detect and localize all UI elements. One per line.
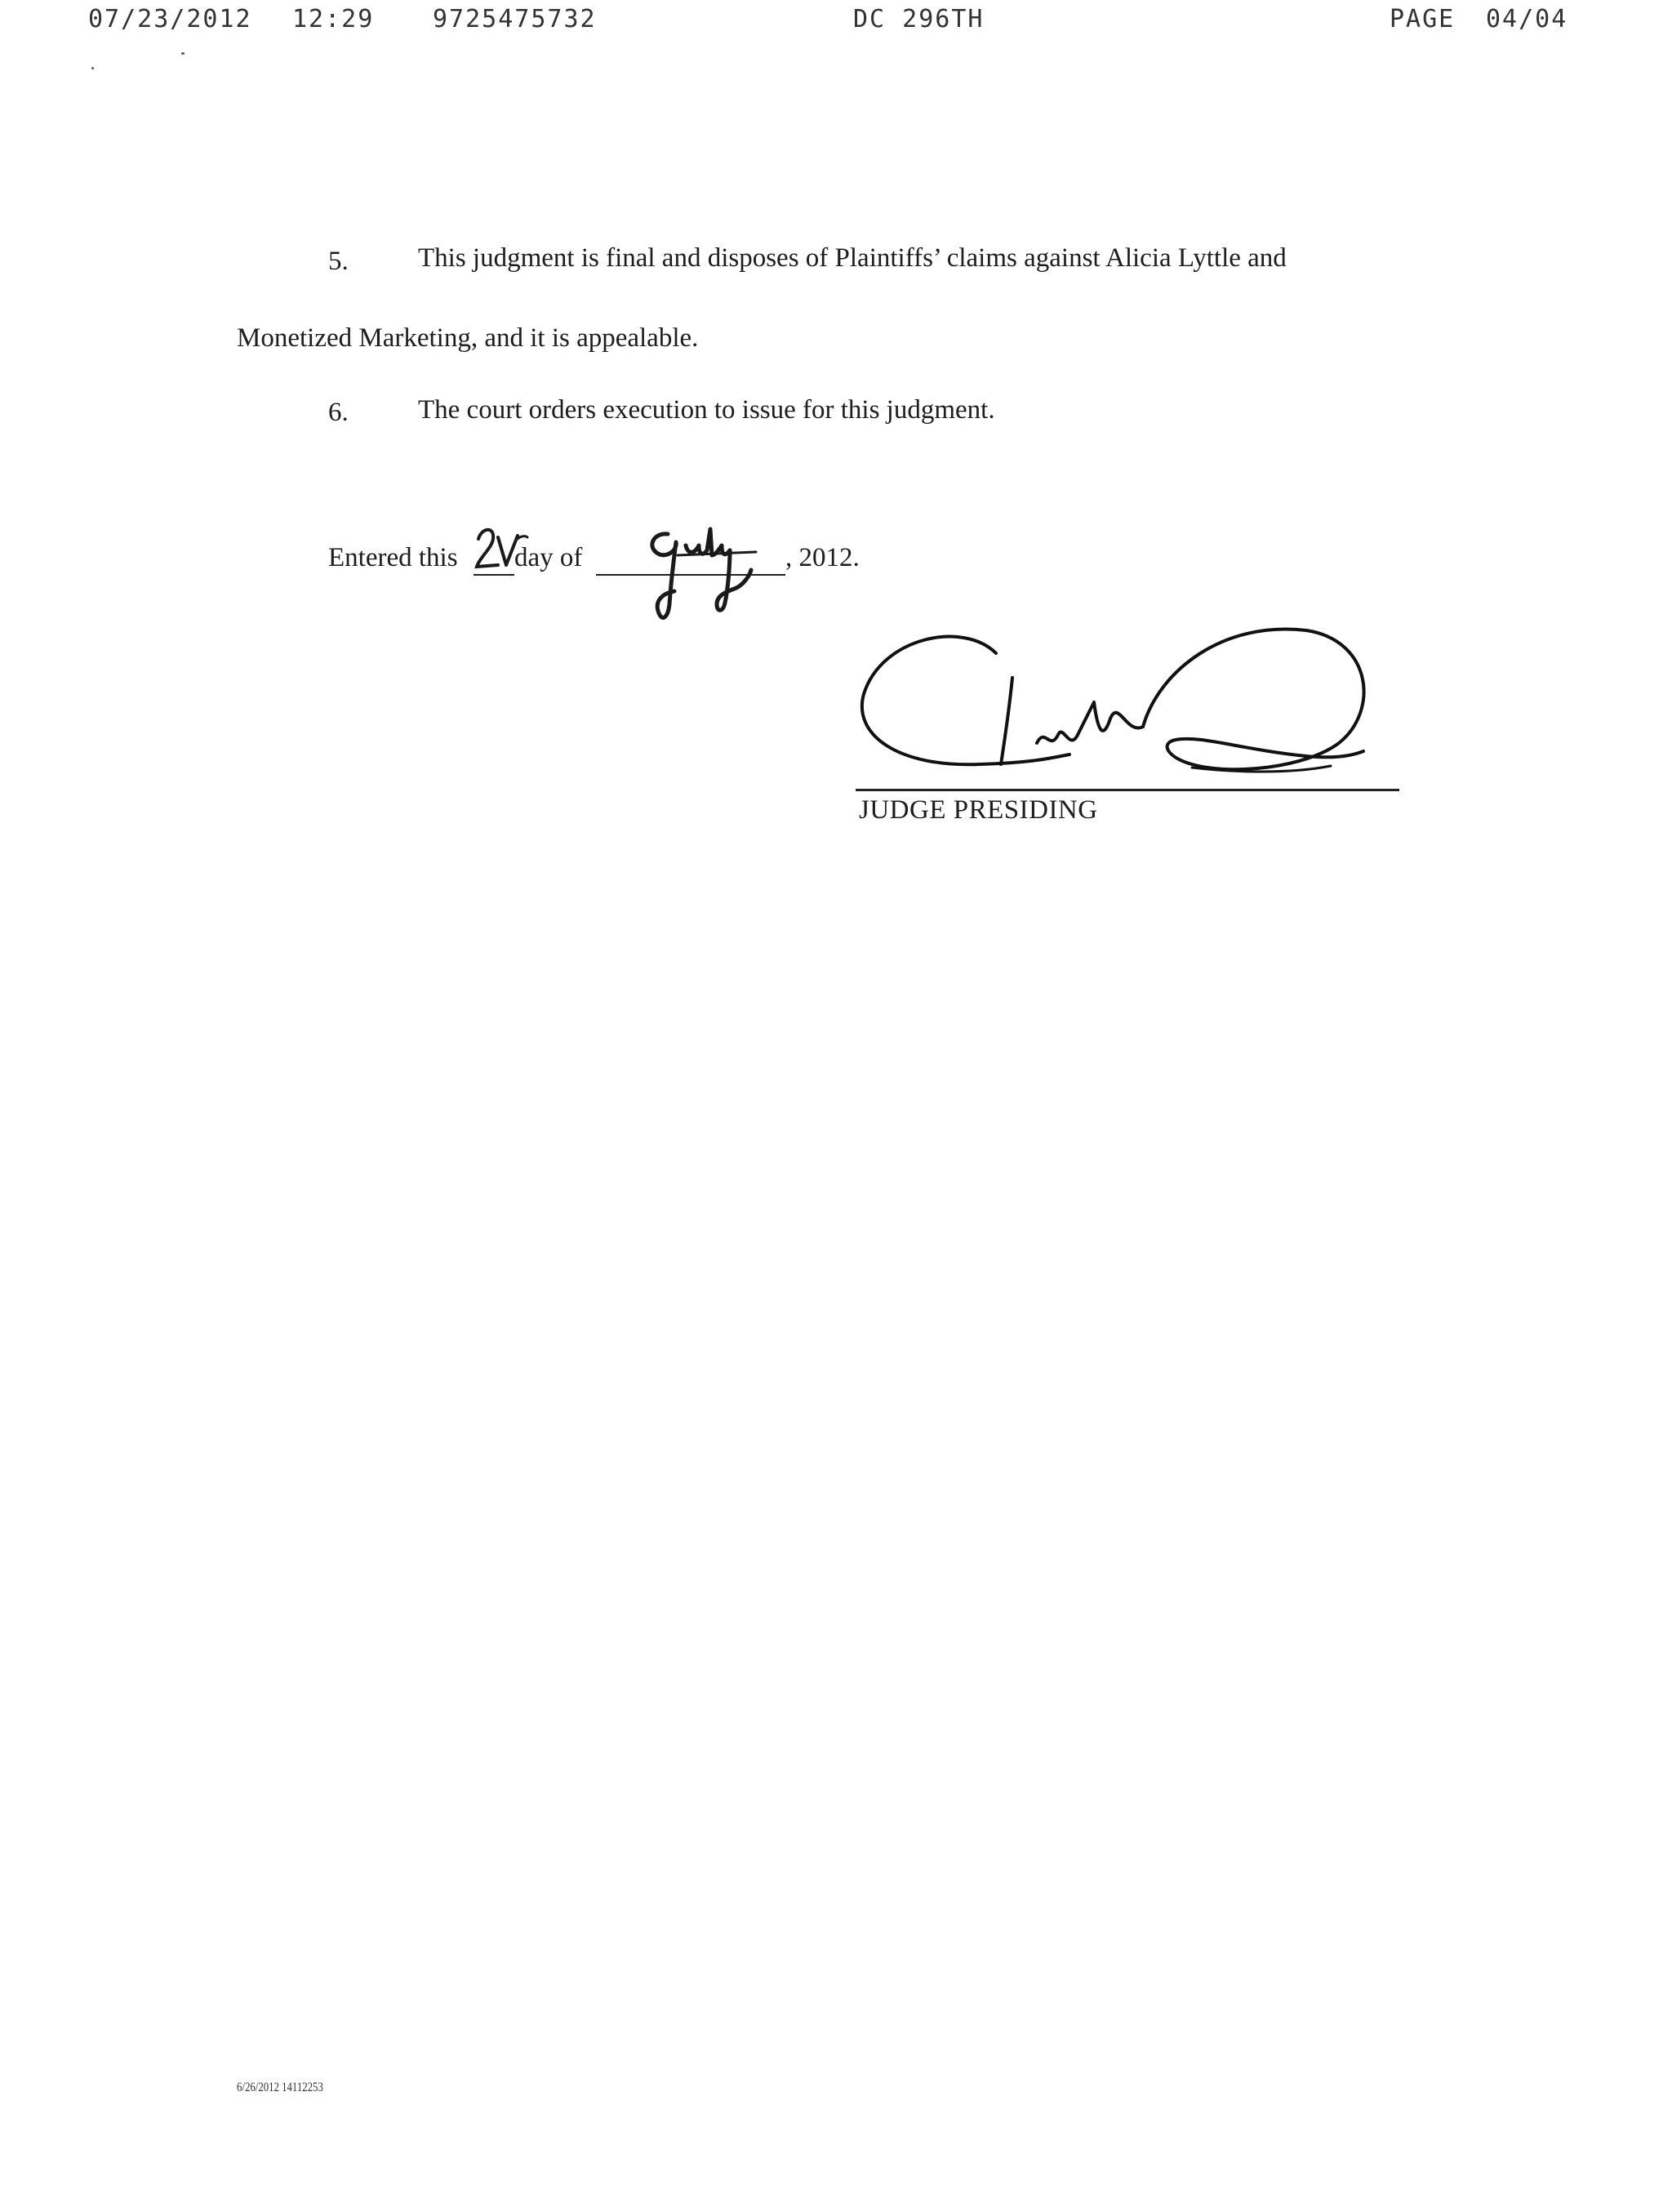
handwritten-day-20th xyxy=(474,521,531,578)
scan-speck xyxy=(181,52,185,55)
scan-speck xyxy=(91,67,94,69)
item-6-text: The court orders execution to issue for this judgment. xyxy=(418,395,995,425)
entry-year: , 2012. xyxy=(785,543,860,572)
item-5-text-line-1: This judgment is final and disposes of Plaintiffs’ claims against Alicia Lyttle and xyxy=(418,243,1287,273)
judge-presiding-label: JUDGE PRESIDING xyxy=(859,795,1098,825)
item-5-text-line-2: Monetized Marketing, and it is appealable. xyxy=(237,323,699,353)
entry-day-of: day of xyxy=(514,543,583,572)
fax-phone-number: 9725475732 xyxy=(433,5,597,33)
handwritten-month-july xyxy=(629,523,776,629)
fax-date: 07/23/2012 xyxy=(88,5,252,33)
fax-department: DC 296TH xyxy=(853,5,985,33)
judge-signature xyxy=(849,621,1388,792)
item-6-number: 6. xyxy=(328,398,349,427)
fax-header xyxy=(0,2,1672,41)
signature-line xyxy=(856,789,1399,791)
fax-time: 12:29 xyxy=(292,5,375,33)
fax-page-label: PAGE xyxy=(1390,5,1456,33)
fax-page-count: 04/04 xyxy=(1486,5,1568,33)
item-5-number: 5. xyxy=(328,247,349,276)
entry-prefix: Entered this xyxy=(328,543,458,572)
footer-timestamp: 6/26/2012 14112253 xyxy=(237,2081,323,2094)
